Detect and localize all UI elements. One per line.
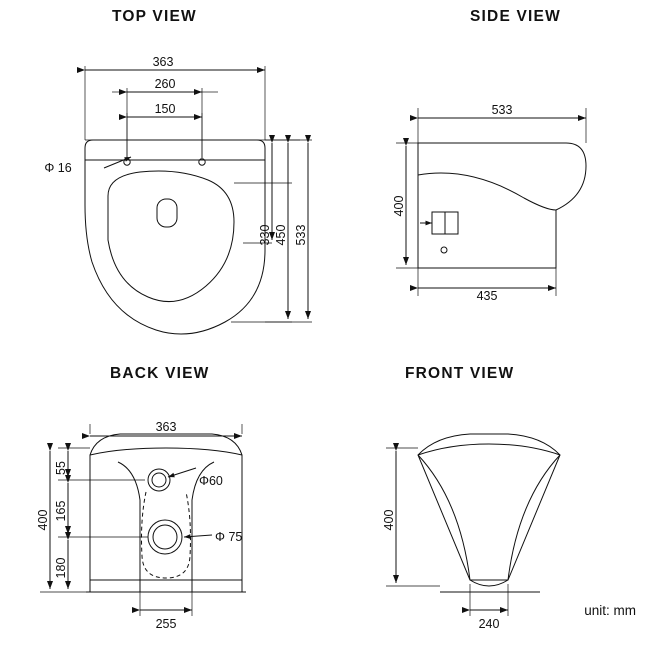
dim-back-55: 55 [54, 461, 68, 475]
base-curve-front [470, 580, 508, 586]
dim-back-phi75: Φ 75 [215, 530, 243, 544]
skirt-left-back [118, 462, 140, 592]
back-view-extension-lines [40, 424, 242, 616]
pan-outline-top [85, 140, 265, 334]
dim-side-435: 435 [476, 289, 498, 303]
top-curve-back [90, 448, 242, 455]
inlet-circle-inner-back [152, 473, 166, 487]
outlet-circle-inner-back [153, 525, 177, 549]
dim-front-240: 240 [478, 617, 500, 631]
view-title-back: BACK VIEW [110, 365, 210, 382]
front-view-extension-lines [386, 448, 508, 616]
dim-top-533: 533 [294, 224, 308, 246]
dim-top-450: 450 [274, 224, 288, 246]
top-view-drawing [85, 140, 265, 334]
dim-back-255: 255 [155, 617, 177, 631]
rim-line-side [418, 173, 556, 210]
side-view-drawing [418, 143, 586, 268]
pan-outline-side [418, 143, 586, 268]
seat-bowl-top [108, 171, 234, 302]
outlet-marker-side [441, 247, 447, 253]
top-curve-front [418, 444, 560, 455]
top-view-extension-lines [85, 66, 312, 322]
dim-top-260: 260 [154, 77, 176, 91]
dim-back-400: 400 [36, 509, 50, 531]
front-view-drawing [418, 434, 560, 592]
flush-detail-top [157, 199, 177, 227]
dim-top-150: 150 [154, 102, 176, 116]
dim-side-533: 533 [491, 103, 513, 117]
dim-side-400: 400 [392, 195, 406, 217]
view-title-top: TOP VIEW [112, 8, 197, 25]
dim-top-363: 363 [152, 55, 174, 69]
dim-back-180: 180 [54, 557, 68, 579]
inlet-circle-back [148, 469, 170, 491]
dim-front-400: 400 [382, 509, 396, 531]
view-title-front: FRONT VIEW [405, 365, 515, 382]
pan-outline-front [418, 434, 560, 580]
dim-top-phi16: Φ 16 [44, 161, 72, 175]
dim-back-363: 363 [155, 420, 177, 434]
pan-outline-back [90, 434, 242, 592]
view-title-side: SIDE VIEW [470, 8, 561, 25]
dim-back-phi60: Φ60 [199, 474, 223, 488]
back-view-drawing [86, 434, 246, 592]
dim-top-330: 330 [258, 224, 272, 246]
hidden-trap-back [142, 492, 191, 578]
dim-back-165: 165 [54, 500, 68, 522]
top-view-dimension-lines [85, 70, 308, 319]
unit-note: unit: mm [584, 603, 636, 618]
